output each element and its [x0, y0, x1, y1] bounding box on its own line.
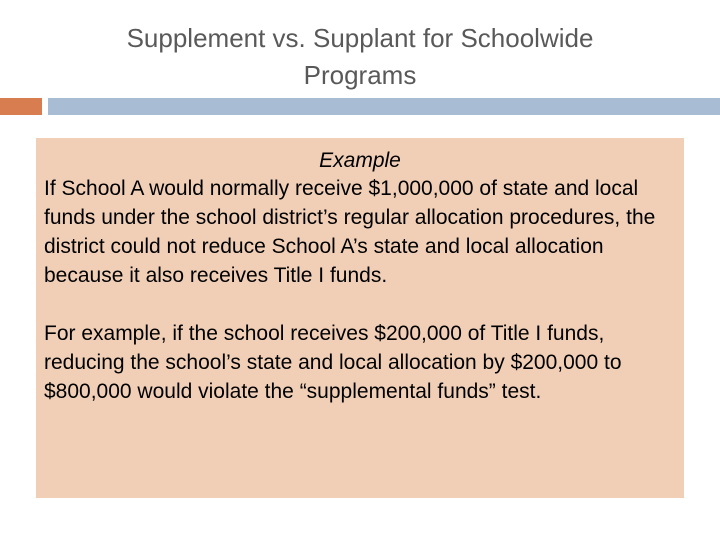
example-paragraph-1: If School A would normally receive $1,000,000 of state and local funds under the school district’s regular allocation procedures, the district could not reduce School A’s state and local allocation because it also receives Title I funds.	[44, 177, 656, 287]
slide-title-line-1: Supplement vs. Supplant for Schoolwide	[126, 23, 594, 53]
example-paragraph-2: For example, if the school receives $200,000 of Title I funds, reducing the school’s state and local allocation by $200,000 to $800,000 would violate the “supplemental funds” test.	[44, 322, 622, 403]
title-accent-bar-blue	[48, 98, 720, 115]
slide-title	[60, 20, 660, 94]
title-accent-bar-orange	[0, 98, 42, 115]
slide-title-line-2: Programs	[303, 60, 417, 90]
example-heading: Example	[319, 149, 401, 172]
example-content-box	[36, 138, 684, 498]
